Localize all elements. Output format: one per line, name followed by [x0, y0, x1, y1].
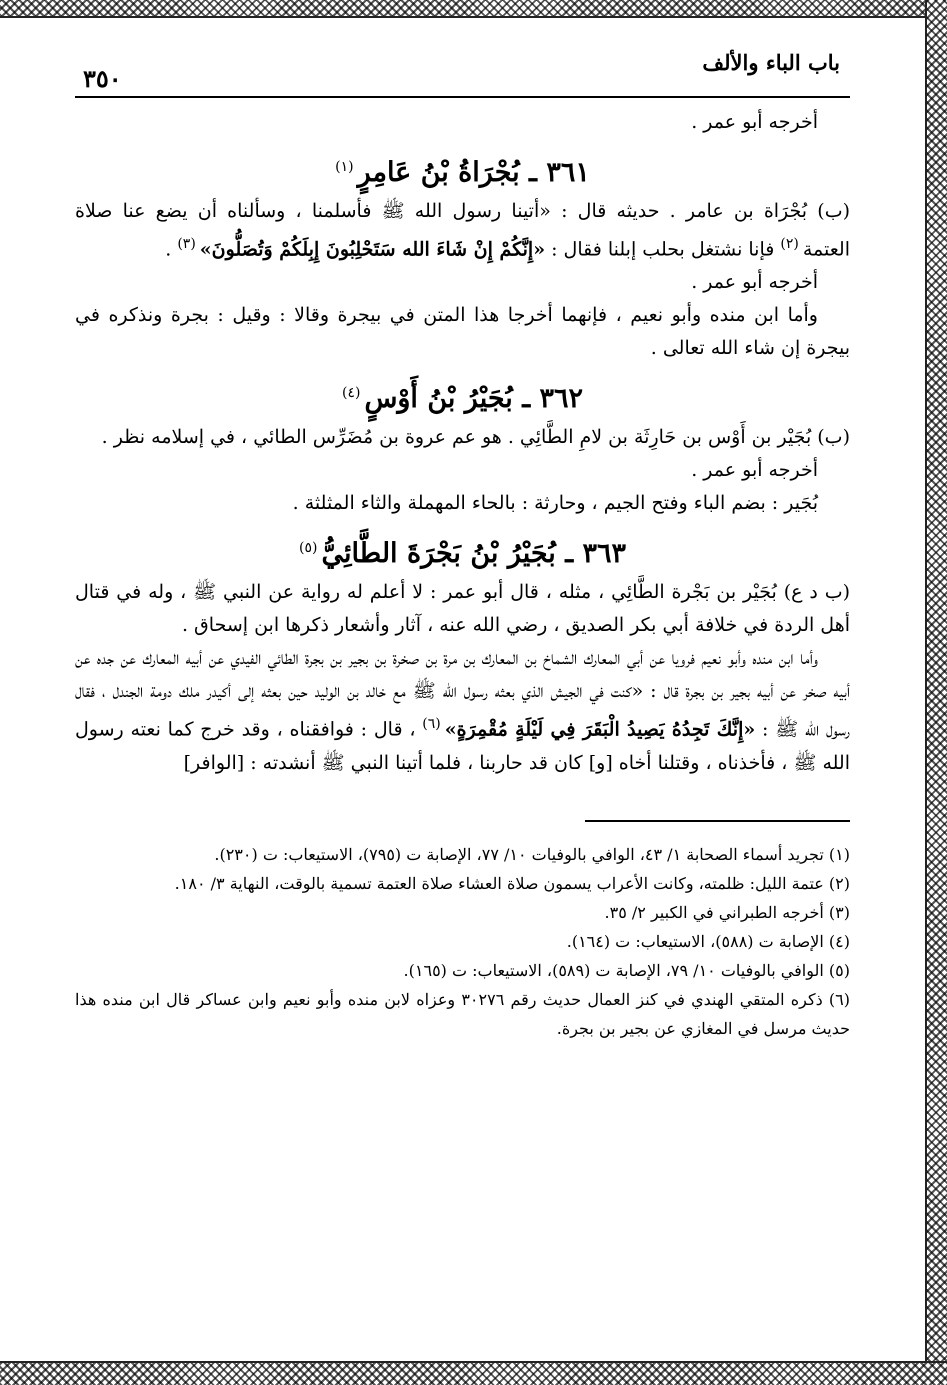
- paragraph: أخرجه أبو عمر .: [691, 271, 818, 294]
- running-head: باب الباء والألف: [702, 50, 840, 75]
- ornamental-border-right: [925, 0, 947, 1385]
- text-run: .: [165, 238, 178, 261]
- paragraph: (ب) بُجَيْر بن أَوْس بن حَارِثَة بن لامِ الطَّائِي . هو عم عروة بن مُضَرِّس الطائي ، في إسلامه نظر .: [101, 426, 850, 449]
- entry-heading-361: [75, 145, 850, 195]
- book-page: [75, 30, 850, 1043]
- footnote-marker: (٦): [422, 716, 441, 733]
- page-body: [75, 98, 850, 780]
- footnote: (٤) الإصابة ت (٥٨٨)، الاستيعاب: ت (١٦٤).: [566, 931, 850, 951]
- footnote: (٢) عتمة الليل: ظلمته، وكانت الأعراب يسمون صلاة العشاء صلاة العتمة تسمية بالوقت، النهاية ٣/ ١٨٠.: [174, 873, 850, 893]
- entry-title: ٣٦٣ ـ بُجَيْرُ بْنُ بَجْرَةَ الطَّائِيُّ: [321, 538, 627, 570]
- ornamental-border-bottom: [0, 1361, 947, 1385]
- entry-heading-362: [75, 371, 850, 421]
- footnote: (٦) ذكره المتقي الهندي في كنز العمال حديث رقم ٣٠٢٧٦ وعزاه لابن منده وأبو نعيم وابن عساكر قال ابن منده هذا حديث مرسل في المغازي عن بجير بن بجرة.: [75, 989, 851, 1038]
- page-number: ٣٥٠: [83, 64, 122, 93]
- hadith-quote: «إِنَّكَ تَجِدُهُ يَصِيدُ الْبَقَرَ فِي لَيْلَةٍ مُقْمِرَةٍ»: [444, 718, 756, 741]
- footnote: (٣) أخرجه الطبراني في الكبير ٢/ ٣٥.: [604, 902, 850, 922]
- paragraph: [75, 195, 850, 266]
- footnote-marker: (٢): [780, 236, 799, 252]
- footnote-separator: [585, 820, 850, 822]
- entry-heading-363: [75, 526, 850, 576]
- paragraph: (ب د ع) بُجَيْر بن بَجْرة الطَّائِي ، مثله ، قال أبو عمر : لا أعلم له رواية عن النبي ﷺ ، وله في قتال أهل الردة في خلافة أبي بكر الصديق ، رضي الله عنه ، آثار وأشعار ذكرها ابن إسحاق .: [75, 581, 850, 637]
- footnote-marker: (٥): [298, 540, 318, 557]
- paragraph: أخرجه أبو عمر .: [691, 111, 818, 133]
- entry-title: ٣٦٢ ـ بُجَيْرُ بْنُ أَوْسٍ: [364, 383, 584, 415]
- entry-title: ٣٦١ ـ بُجْرَاةُ بْنُ عَامِرٍ: [357, 157, 590, 188]
- text-run: وأما ابن منده وأبو نعيم فرويا عن أبي المعارك الشماخ بن المعارك بن مرة بن صخرة بن بجير بن بجرة الطائي الفيدي عن أبيه المعارك عن جده عن أبيه صخر عن أبيه بجير بن بجرة قال : «كنت في الجيش الذي بعثه رسول الله ﷺ مع خالد بن الوليد حين بعثه إلى أكيدر ملك دومة الجندل ، فقال رسول الله ﷺ :: [75, 647, 850, 741]
- footnote-marker: (٤): [341, 385, 361, 402]
- paragraph: وأما ابن منده وأبو نعيم ، فإنهما أخرجا هذا المتن في بيجرة وقالا : وقيل : بجرة ونذكره في بيجرة إن شاء الله تعالى .: [75, 304, 850, 360]
- paragraph: بُجَير : بضم الباء وفتح الجيم ، وحارثة : بالحاء المهملة والثاء المثلثة .: [292, 492, 818, 515]
- footnote: (٥) الوافي بالوفيات ١٠/ ٧٩، الإصابة ت (٥٨٩)، الاستيعاب: ت (١٦٥).: [403, 960, 850, 980]
- text-run: ، قال : فوافقناه ، وقد خرج كما نعته رسول الله ﷺ ، فأخذناه ، وقتلنا أخاه [و] كان قد حاربنا ، فلما أتينا النبي ﷺ أنشدته : [الوافر]: [75, 718, 850, 774]
- paragraph: [75, 642, 850, 779]
- paragraph: أخرجه أبو عمر .: [691, 459, 818, 482]
- footnote-separator-wrap: [75, 820, 850, 822]
- footnote-marker: (١): [335, 159, 354, 175]
- footnote: (١) تجريد أسماء الصحابة ١/ ٤٣، الوافي بالوفيات ١٠/ ٧٧، الإصابة ت (٧٩٥)، الاستيعاب: ت (٢٣٠).: [214, 844, 850, 864]
- footnotes: [75, 840, 850, 1043]
- footnote-marker: (٣): [177, 236, 196, 252]
- hadith-quote: «إِنَّكُمْ إِنْ شَاءَ الله سَتَحْلِبُونَ إِبِلَكُمْ وَتُصَلُّونَ»: [199, 238, 546, 261]
- text-run: فإنا نشتغل بحلب إبلنا فقال :: [545, 238, 781, 261]
- ornamental-border-top: [0, 0, 947, 18]
- text-run: (ب) بُجْرَاة بن عامر . حديثه قال : «أتينا رسول الله ﷺ فأسلمنا ، وسألناه أن يضع عنا صلاة العتمة: [75, 200, 850, 261]
- page-header: [75, 30, 850, 98]
